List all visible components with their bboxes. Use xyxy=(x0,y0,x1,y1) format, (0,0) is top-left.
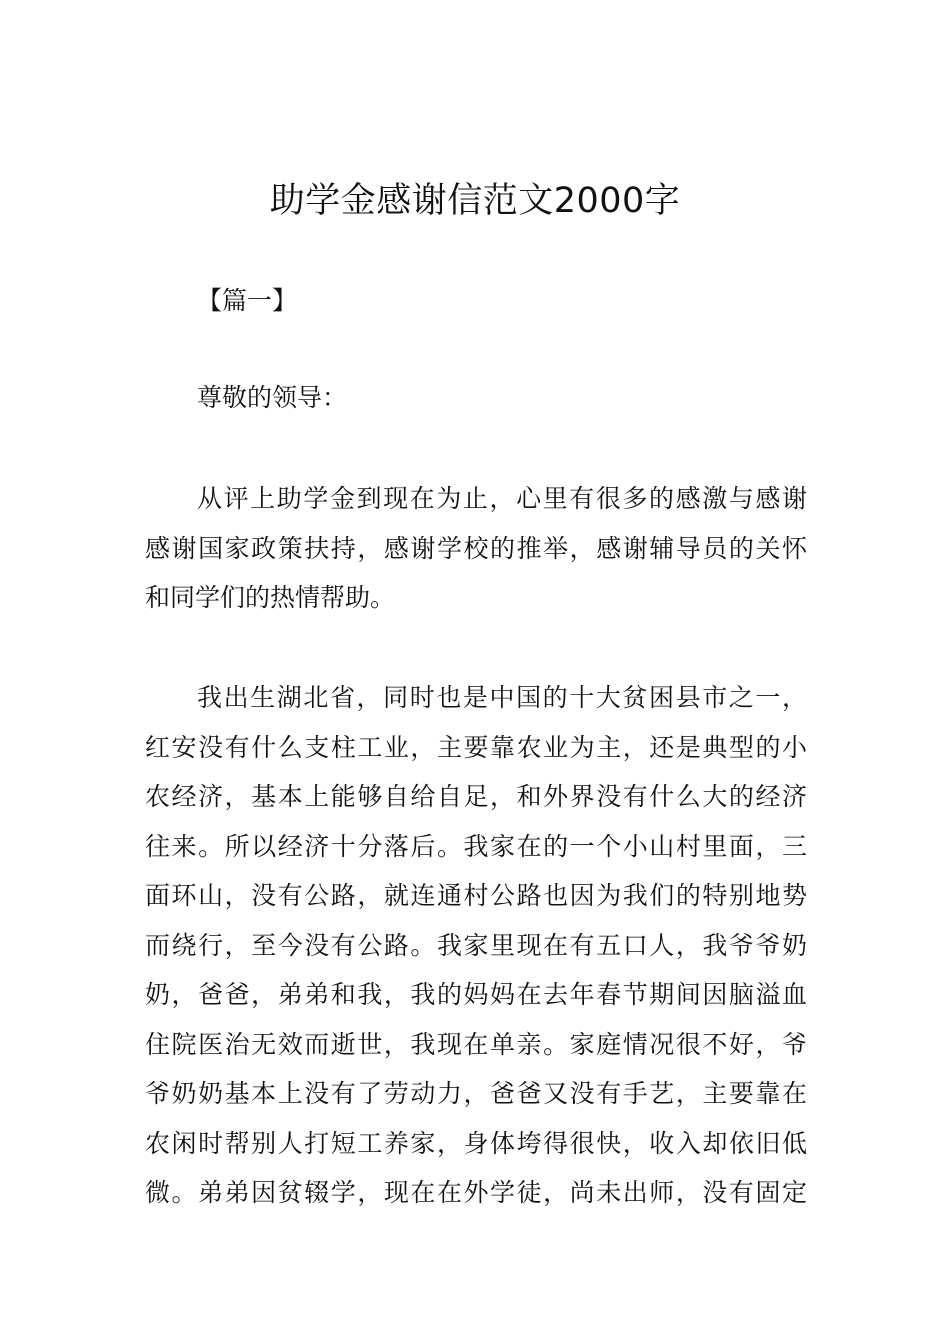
paragraph-line: 住院医治无效而逝世，我现在单亲。家庭情况很不好，爷 xyxy=(145,1029,807,1059)
paragraph-line: 而绕行，至今没有公路。我家里现在有五口人，我爷爷奶 xyxy=(145,930,807,960)
paragraph-line: 爷奶奶基本上没有了劳动力，爸爸又没有手艺，主要靠在 xyxy=(145,1079,807,1108)
body-paragraph-1 xyxy=(145,474,807,623)
document-title: 助学金感谢信范文2000字 xyxy=(269,181,681,221)
paragraph-line: 农闲时帮别人打短工养家，身体垮得很快，收入却依旧低 xyxy=(145,1128,807,1158)
paragraph-line: 从评上助学金到现在为止，心里有很多的感激与感谢 xyxy=(197,484,807,513)
paragraph-line: 往来。所以经济十分落后。我家在的一个小山村里面，三 xyxy=(145,831,807,861)
paragraph-line: 感谢国家政策扶持，感谢学校的推举，感谢辅导员的关怀 xyxy=(145,533,807,563)
paragraph-line: 奶，爸爸，弟弟和我，我的妈妈在去年春节期间因脑溢血 xyxy=(145,980,807,1009)
paragraph-line: 微。弟弟因贫辍学，现在在外学徒，尚未出师，没有固定 xyxy=(145,1178,807,1207)
paragraph-line: 和同学们的热情帮助。 xyxy=(145,583,396,612)
paragraph-line: 面环山，没有公路，就连通村公路也因为我们的特别地势 xyxy=(145,881,807,910)
paragraph-line: 我出生湖北省，同时也是中国的十大贫困县市之一， xyxy=(197,683,807,712)
paragraph-line: 农经济，基本上能够自给自足，和外界没有什么大的经济 xyxy=(145,782,807,811)
paragraph-line: 红安没有什么支柱工业，主要靠农业为主，还是典型的小 xyxy=(145,732,807,762)
section-label: 【篇一】 xyxy=(197,286,298,315)
letter-salutation: 尊敬的领导： xyxy=(197,383,348,412)
body-paragraph-2 xyxy=(145,673,807,1218)
